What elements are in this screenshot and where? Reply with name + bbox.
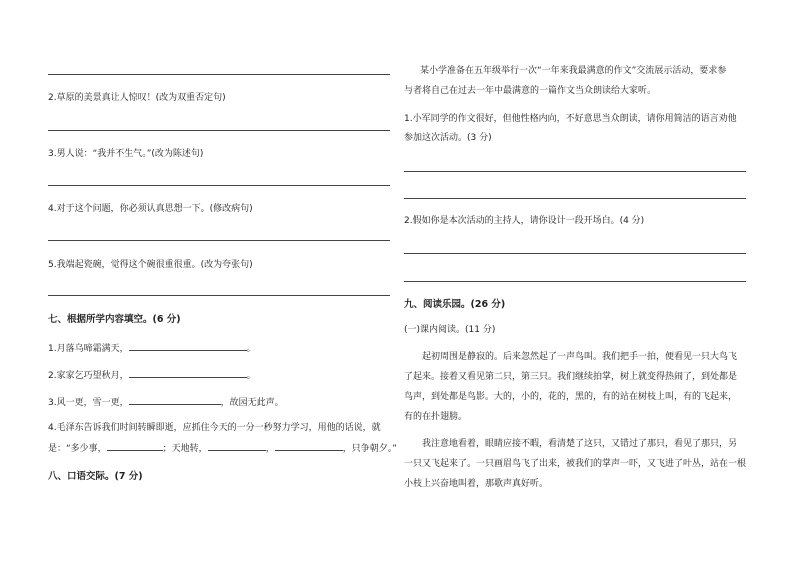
- fill-2-prompt: 2.家家乞巧望秋月，: [48, 371, 129, 381]
- oral-question-1-line-2: 参加这次活动。(3 分): [404, 133, 492, 143]
- section-9-heading: 九、阅读乐园。(26 分): [404, 299, 506, 310]
- oral-question-2: 2.假如你是本次活动的主持人，请你设计一段开场白。(4 分): [404, 216, 645, 226]
- fill-4-mid-1: ；天地转，: [162, 444, 208, 454]
- fill-4-end: ，只争朝夕。”: [342, 444, 397, 454]
- answer-line[interactable]: [404, 171, 746, 172]
- reading-paragraph-2: [404, 434, 749, 494]
- question-5-exaggeration: 5.我端起瓷碗，觉得这个碗很重很重。(改为夸张句): [48, 260, 253, 270]
- oral-intro-line-1: 某小学准备在五年级举行一次“一年来我最满意的作文”交流展示活动，要求参: [420, 66, 727, 76]
- fill-1: [48, 341, 256, 356]
- fill-3-end: ，故园无此声。: [220, 398, 284, 408]
- question-2-double-negative: 2.草原的美景真让人惊叹！(改为双重否定句): [48, 93, 226, 103]
- fill-3-prompt: 3.风一更，雪一更，: [48, 398, 129, 408]
- fill-4-blank-1[interactable]: [107, 441, 163, 451]
- fill-2: [48, 368, 256, 383]
- reading-part-1-heading: (一)课内阅读。(11 分): [404, 325, 496, 335]
- paragraph-line: 小枝上兴奋地叫着，那歌声真好听。: [404, 479, 549, 489]
- answer-line[interactable]: [48, 295, 390, 296]
- question-3-indirect-speech: 3.男人说：“我并不生气。”(改为陈述句): [48, 149, 204, 159]
- answer-line[interactable]: [404, 281, 746, 282]
- fill-1-blank[interactable]: [129, 341, 247, 351]
- answer-line[interactable]: [48, 185, 390, 186]
- fill-4-blank-2[interactable]: [208, 441, 266, 451]
- fill-4-line-1: 4.毛泽东告诉我们时间转瞬即逝，应抓住今天的一分一秒努力学习，用他的话说，就: [48, 423, 381, 433]
- answer-line[interactable]: [48, 74, 390, 75]
- fill-2-end: 。: [246, 371, 256, 381]
- answer-line[interactable]: [48, 240, 390, 241]
- fill-1-prompt: 1.月落乌啼霜满天，: [48, 344, 129, 354]
- fill-1-end: 。: [246, 344, 256, 354]
- paragraph-line: 一只又飞起来了。一只画眉鸟飞了出来，被我们的掌声一吓，又飞进了叶丛，站在一根: [404, 459, 747, 469]
- paragraph-line: 起初周围是静寂的。后来忽然起了一声鸟叫。我们把手一拍，便看见一只大鸟飞: [422, 352, 738, 362]
- question-4-fix-sentence: 4.对于这个问题，你必须认真思想一下。(修改病句): [48, 204, 253, 214]
- paragraph-line: 有的在扑翅膀。: [404, 412, 468, 422]
- answer-line[interactable]: [404, 253, 746, 254]
- fill-3: [48, 395, 284, 410]
- section-8-heading: 八、口语交际。(7 分): [48, 471, 143, 482]
- fill-4-mid-2: ，: [265, 444, 275, 454]
- fill-3-blank[interactable]: [129, 395, 221, 405]
- paragraph-line: 了起来。接着又看见第二只，第三只。我们继续拍掌，树上就变得热闹了，到处都是: [404, 372, 738, 382]
- paragraph-line: 鸟声，到处都是鸟影。大的，小的，花的，黑的，有的站在树枝上叫，有的飞起来，: [404, 392, 738, 402]
- section-7-heading: 七、根据所学内容填空。(6 分): [48, 314, 181, 325]
- answer-line[interactable]: [404, 198, 746, 199]
- paragraph-line: 我注意地看着，眼睛应接不暇，看清楚了这只，又错过了那只，看见了那只，另: [422, 439, 738, 449]
- fill-2-blank[interactable]: [129, 368, 247, 378]
- reading-paragraph-1: [404, 347, 749, 427]
- fill-4-line-2: [48, 441, 397, 456]
- oral-question-1-line-1: 1.小军同学的作文很好，但他性格内向，不好意思当众朗读，请你用简洁的语言劝他: [404, 114, 737, 124]
- fill-4-prompt: 是：“多少事，: [48, 444, 107, 454]
- answer-line[interactable]: [48, 130, 390, 131]
- oral-intro-line-2: 与者将自己在过去一年中最满意的一篇作文当众朗读给大家听。: [404, 86, 657, 96]
- fill-4-blank-3[interactable]: [275, 441, 343, 451]
